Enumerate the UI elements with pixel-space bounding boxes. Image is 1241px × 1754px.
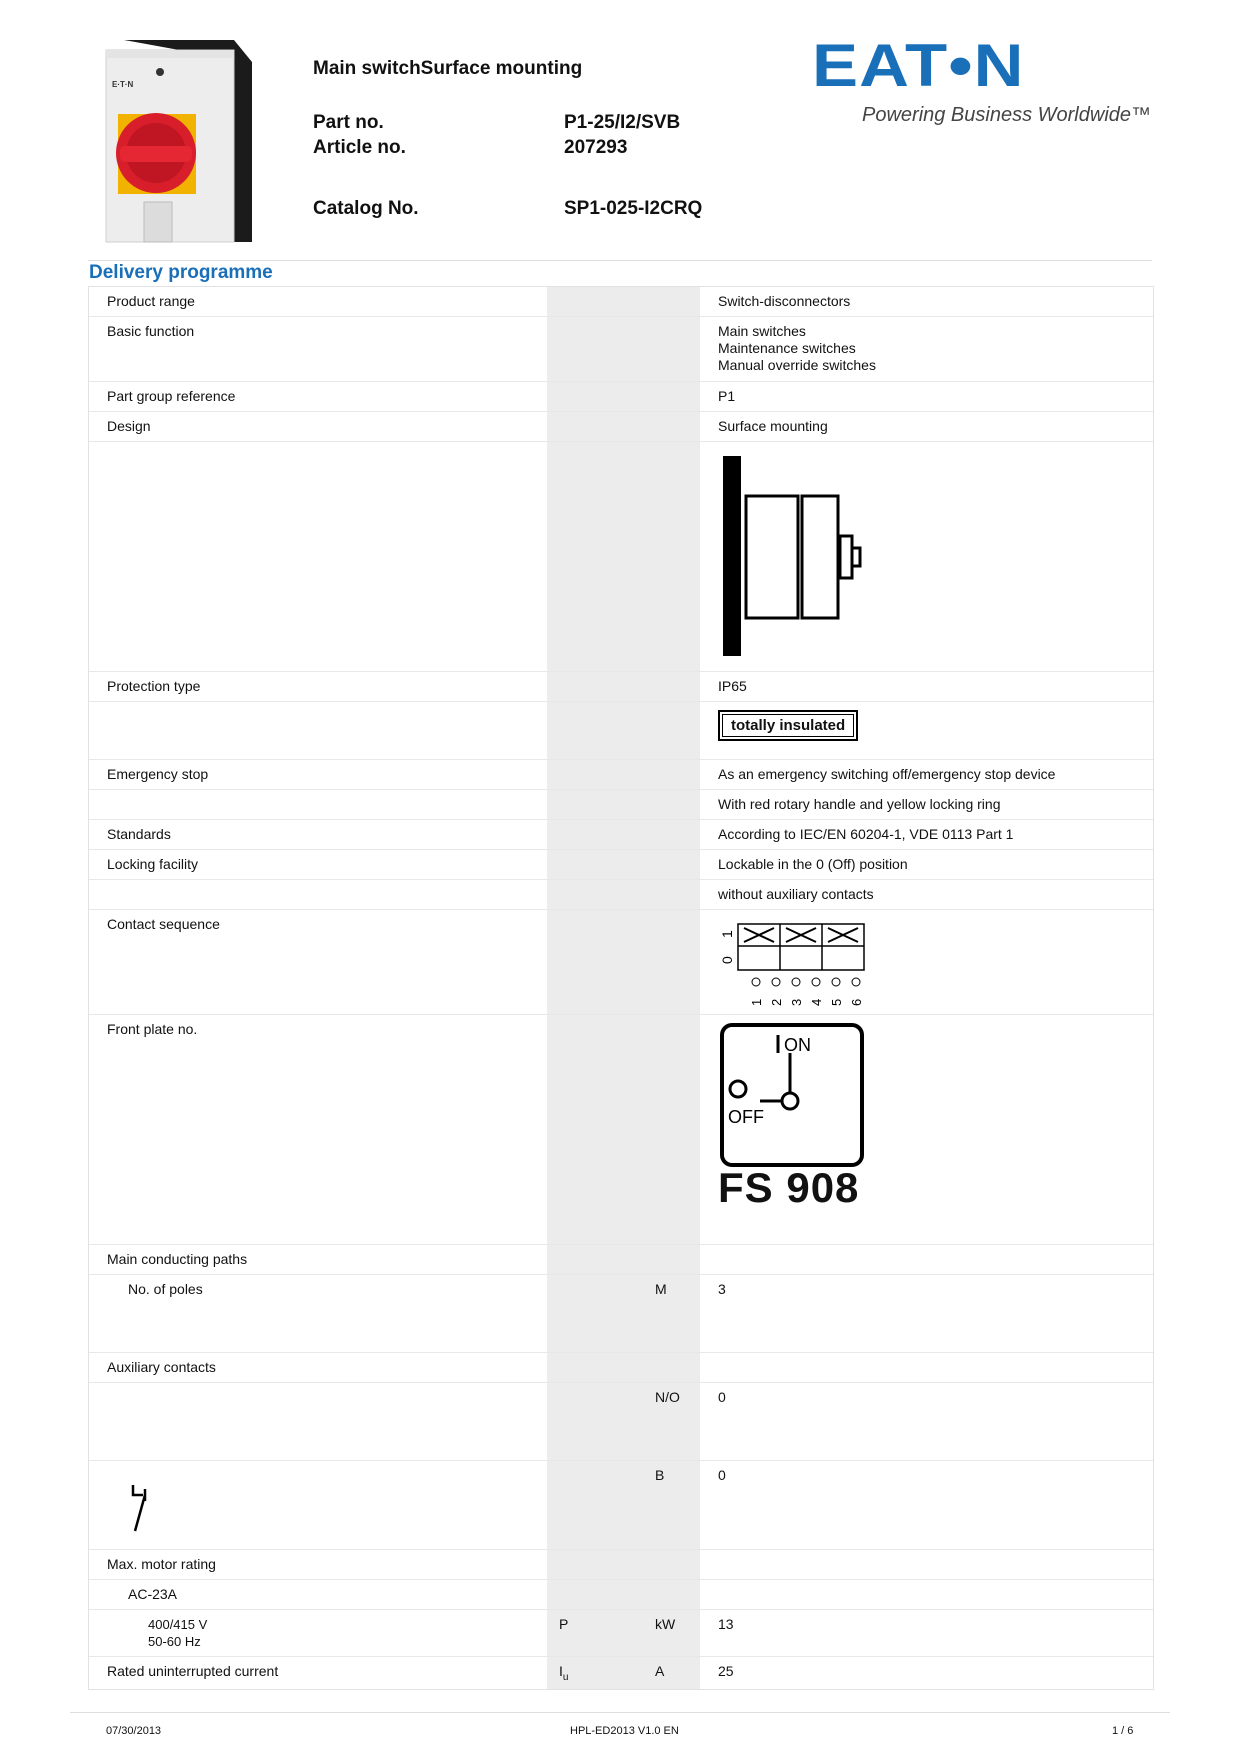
svg-text:3: 3 [789,998,804,1006]
part-label: Part no. [313,112,384,133]
footer-doc-id: HPL-ED2013 V1.0 EN [570,1725,679,1737]
table-row [89,880,1153,910]
row-label: Front plate no. [107,1021,198,1037]
row-value: 3 [718,1281,726,1297]
part-value: P1-25/I2/SVB [564,112,681,133]
row-label: Protection type [107,678,201,694]
table-row [89,1015,1153,1245]
row-value: Lockable in the 0 (Off) position [718,856,908,872]
row-unit: M [636,1275,700,1352]
document-title: Main switchSurface mounting [313,58,583,79]
row-label: Design [107,418,151,434]
row-value: P1 [718,388,736,404]
row-unit: B [636,1461,700,1549]
table-row [89,442,1153,672]
svg-text:ON: ON [784,1035,811,1055]
row-value: As an emergency switching off/emergency stop device [718,766,1056,782]
row-label: Locking facility [107,856,199,872]
row-value: Main switches Maintenance switches Manual override switches [718,323,876,373]
table-row [89,1245,1153,1275]
footer-date: 07/30/2013 [106,1725,162,1737]
row-label: AC-23A [128,1586,178,1602]
front-plate-icon [718,1021,868,1171]
table-row [89,287,1153,317]
row-unit: kW [636,1610,700,1656]
article-label: Article no. [313,137,406,158]
row-value: 13 [718,1616,734,1632]
product-photo [104,32,254,247]
table-row [89,1383,1153,1461]
table-row [89,1580,1153,1610]
logo-tagline: Powering Business Worldwide™ [862,104,1152,126]
table-row [89,1550,1153,1580]
svg-text:2: 2 [769,998,784,1006]
eaton-logo [812,32,1152,134]
spec-table [88,286,1154,1690]
row-label: Max. motor rating [107,1556,216,1572]
table-row [89,910,1153,1015]
row-label: Part group reference [107,388,236,404]
row-unit: N/O [636,1383,700,1460]
table-row [89,1353,1153,1383]
row-label: Rated uninterrupted current [107,1663,279,1679]
nc-contact-icon [127,1481,167,1541]
table-row [89,702,1153,760]
logo-wordmark: EAT•N [812,32,1025,99]
contact-sequence-diagram [718,916,888,1012]
footer-page: 1 / 6 [1112,1725,1134,1737]
table-row [89,850,1153,880]
front-plate-number: FS 908 [718,1164,860,1211]
row-value: 0 [718,1389,726,1405]
table-row [89,820,1153,850]
row-value: 0 [718,1467,726,1483]
row-symbol: P [547,1610,636,1656]
photo-brand-label: E·T·N [112,80,134,89]
row-label: Product range [107,293,195,309]
table-row [89,1657,1153,1689]
row-label: 400/415 V 50-60 Hz [148,1617,208,1649]
surface-mounting-icon [718,448,878,658]
row-label: Auxiliary contacts [107,1359,216,1375]
table-row [89,1461,1153,1550]
table-row [89,1275,1153,1353]
row-label: Emergency stop [107,766,209,782]
table-row [89,317,1153,382]
row-value: 25 [718,1663,734,1679]
row-value: With red rotary handle and yellow locking ring [718,796,1001,812]
svg-text:OFF: OFF [728,1107,764,1127]
table-row [89,382,1153,412]
row-unit: A [636,1657,700,1689]
section-title: Delivery programme [89,262,273,283]
row-label: No. of poles [128,1281,203,1297]
row-value: IP65 [718,678,747,694]
catalog-label: Catalog No. [313,198,419,219]
row-value: Switch-disconnectors [718,293,851,309]
table-row [89,760,1153,790]
svg-text:5: 5 [829,998,844,1006]
row-symbol: $I_u$ [547,1657,636,1689]
row-value: Surface mounting [718,418,828,434]
table-row [89,790,1153,820]
table-row [89,672,1153,702]
footer-divider [70,1712,1170,1713]
svg-text:6: 6 [849,998,864,1006]
row-label: Basic function [107,323,195,339]
row-label: Contact sequence [107,916,220,932]
svg-text:0: 0 [719,956,735,964]
row-label: Standards [107,826,171,842]
row-value: without auxiliary contacts [718,886,874,902]
svg-text:4: 4 [809,998,824,1006]
insulation-badge: totally insulated [718,710,858,741]
table-row [89,1610,1153,1657]
catalog-value: SP1-025-I2CRQ [564,198,703,219]
svg-text:1: 1 [749,998,764,1006]
table-row [89,412,1153,442]
row-value: According to IEC/EN 60204-1, VDE 0113 Part 1 [718,826,1014,842]
row-label: Main conducting paths [107,1251,248,1267]
svg-text:1: 1 [719,930,735,938]
header-divider [88,260,1152,261]
article-value: 207293 [564,137,628,158]
